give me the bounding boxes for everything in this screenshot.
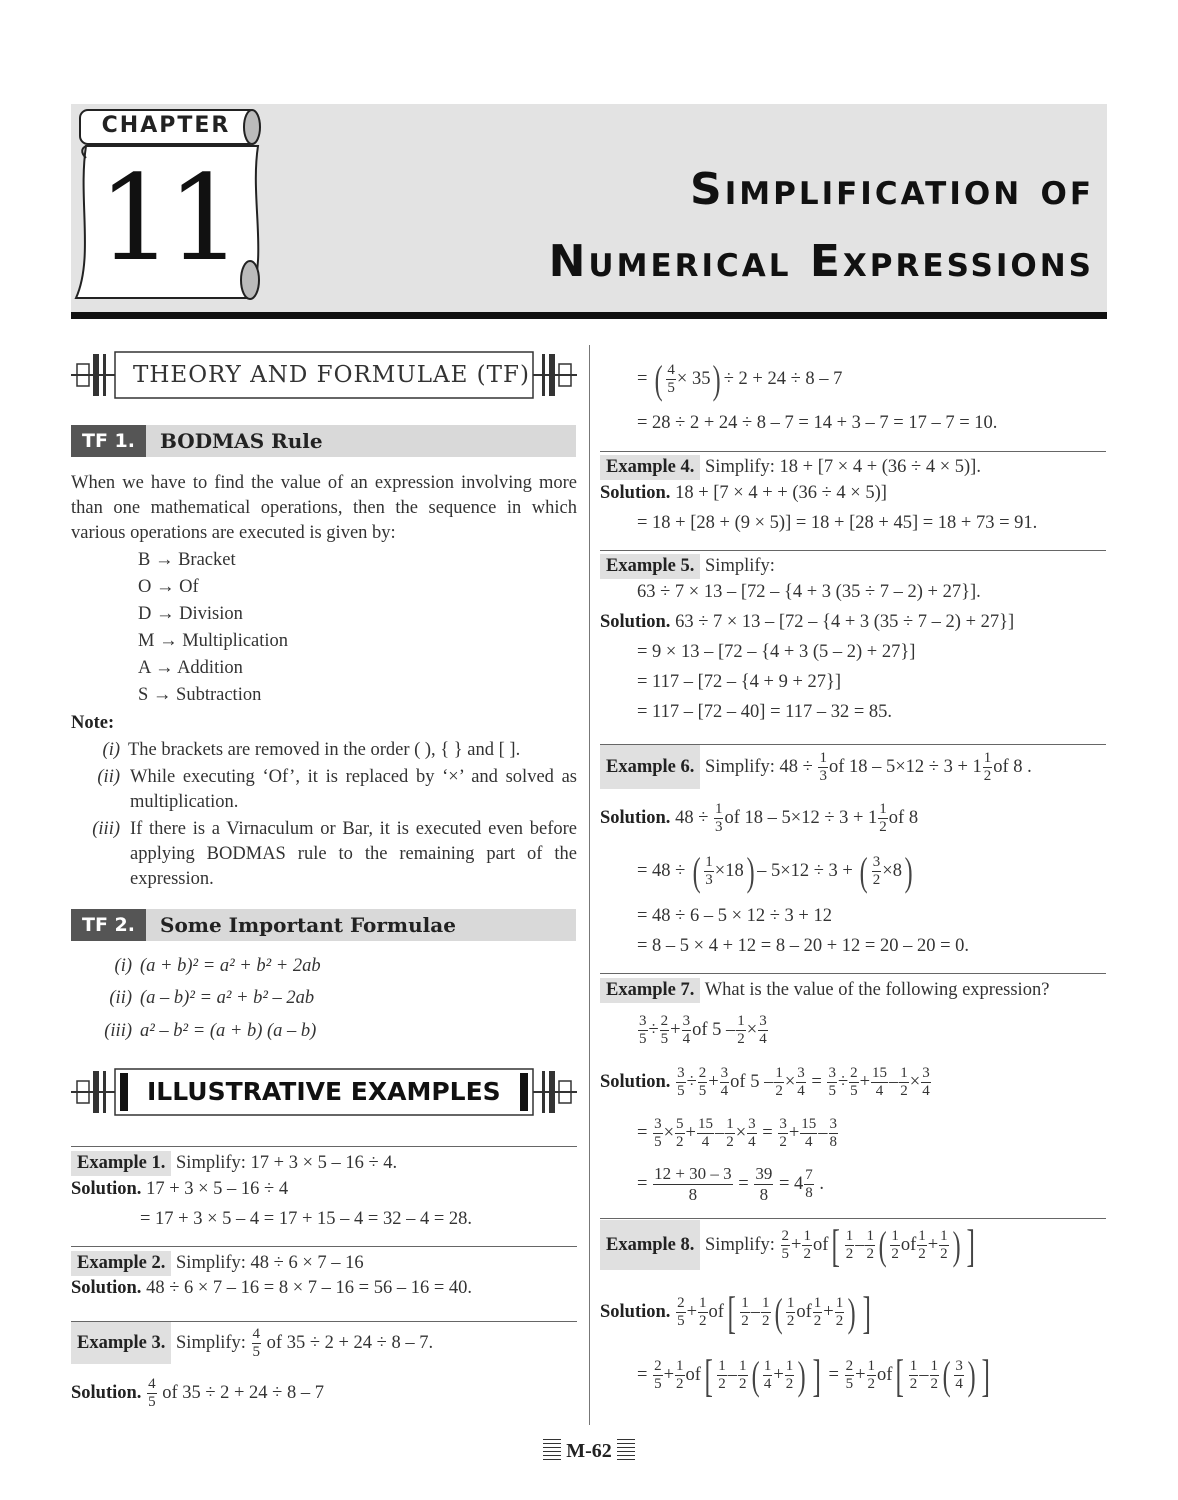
chapter-label: CHAPTER <box>101 113 231 138</box>
example-3-step-2: = 28 ÷ 2 + 24 ÷ 8 – 7 = 14 + 3 – 7 = 17 – 7 = 10. <box>637 413 998 433</box>
example-7-solution: Solution. $\frac{3}{5}$ ÷ $\frac{2}{5}$ + $\frac{3}{4}$ of 5 – $\frac{1}{2}$ × $\frac{3}{4}$ = $\frac{3}{5}$ ÷ $\frac{2}{5}$ + $\frac{15}{4}$ – $\frac{1}{2}$ × $\frac{3}{4}$ <box>600 1065 930 1100</box>
note-2: While executing ‘Of’, it is replaced by ‘×’ and solved as multiplication. <box>130 767 577 812</box>
example-5-expression: 63 ÷ 7 × 13 – [72 – {4 + 3 (35 ÷ 7 – 2) + 27}]. <box>637 582 981 602</box>
rule-s: S → Subtraction <box>138 685 262 705</box>
footer-ornament-right <box>617 1439 635 1463</box>
tf2-number: TF 2. <box>71 909 146 941</box>
tf2-title: Some Important Formulae <box>160 913 456 937</box>
example-1-solution: Solution. 17 + 3 × 5 – 16 ÷ 4 <box>71 1179 289 1199</box>
chapter-title-line-1: Simplification of <box>690 164 1094 215</box>
example-8-question: Example 8. Simplify: $\frac{2}{5}$ + $\frac{1}{2}$ of[ $\frac{1}{2}$ – $\frac{1}{2}$ ( $\frac{1}{2}$ of $\frac{1}{2}$ + $\frac{1}{2}$ ) ] <box>600 1220 978 1270</box>
example-5-step-1: = 9 × 13 – [72 – {4 + 3 (5 – 2) + 27}] <box>637 642 916 662</box>
formula-3: (iii) a² – b² = (a + b) (a – b) <box>104 1021 317 1041</box>
example-5-solution: Solution. 63 ÷ 7 × 13 – [72 – {4 + 3 (35 ÷ 7 – 2) + 27}] <box>600 612 1015 632</box>
example-divider <box>600 973 1106 974</box>
example-6-step-2: = 48 ÷ 6 – 5 × 12 ÷ 3 + 12 <box>637 906 832 926</box>
example-6-step-1: = 48 ÷ ( $\frac{1}{3}$ ×18) – 5×12 ÷ 3 + ( $\frac{3}{2}$ ×8) <box>637 848 913 894</box>
chapter-number: 11 <box>98 149 237 287</box>
example-7-step-2: = $\frac{12 + 30 - 3}{8}$ = $\frac{39}{8}$ = 4 $\frac{7}{8}$ . <box>637 1164 825 1205</box>
note-1: (i) The brackets are removed in the order ( ), { } and [ ]. <box>102 740 521 760</box>
chapter-title-line-2: Numerical Expressions <box>548 236 1094 287</box>
example-divider <box>600 451 1106 452</box>
column-divider <box>589 345 590 1425</box>
example-2-solution: Solution. 48 ÷ 6 × 7 – 16 = 8 × 7 – 16 = 56 – 16 = 40. <box>71 1278 473 1298</box>
example-7-question: Example 7. What is the value of the following expression? <box>600 978 1049 1003</box>
note-label: Note: <box>71 713 115 733</box>
formula-1: (i) (a + b)² = a² + b² + 2ab <box>114 956 321 976</box>
example-8-solution: Solution. $\frac{2}{5}$ + $\frac{1}{2}$ of[ $\frac{1}{2}$ – $\frac{1}{2}$ ( $\frac{1}{2}$ of $\frac{1}{2}$ + $\frac{1}{2}$ ) ] <box>600 1286 871 1338</box>
example-3-step-1: = ( $\frac{4}{5}$ × 35) ÷ 2 + 24 ÷ 8 – 7 <box>637 356 843 402</box>
rule-a: A → Addition <box>138 658 243 678</box>
footer-ornament-left <box>543 1439 561 1463</box>
rule-o: O → Of <box>138 577 199 597</box>
tf2-heading <box>71 909 576 941</box>
example-7-step-1: = $\frac{3}{5}$ × $\frac{5}{2}$ + $\frac{15}{4}$ – $\frac{1}{2}$ × $\frac{3}{4}$ = $\frac{3}{2}$ + $\frac{15}{4}$ – $\frac{3}{8}$ <box>637 1116 837 1151</box>
example-4-question: Example 4. Simplify: 18 + [7 × 4 + (36 ÷ 4 × 5)]. <box>600 455 981 480</box>
example-4-step: = 18 + [28 + (9 × 5)] = 18 + [28 + 45] = 18 + 73 = 91. <box>637 513 1038 533</box>
tf1-heading <box>71 425 576 457</box>
example-divider <box>71 1146 577 1147</box>
example-1-step: = 17 + 3 × 5 – 4 = 17 + 15 – 4 = 32 – 4 = 28. <box>140 1209 473 1229</box>
rule-d: D → Division <box>138 604 243 624</box>
example-3-solution: Solution. $\frac{4}{5}$ of 35 ÷ 2 + 24 ÷ 8 – 7 <box>71 1376 324 1411</box>
page-footer <box>543 1436 635 1466</box>
theory-section-heading <box>71 350 577 400</box>
formula-2: (ii) (a – b)² = a² + b² – 2ab <box>109 988 315 1008</box>
note-3: If there is a Virnaculum or Bar, it is executed even before applying BODMAS rule to the remaining part of the expression. <box>130 819 577 889</box>
example-2-question: Example 2. Simplify: 48 ÷ 6 × 7 – 16 <box>71 1251 364 1276</box>
example-divider <box>71 1246 577 1247</box>
note-3-num: (iii) <box>92 819 120 839</box>
example-5-step-3: = 117 – [72 – 40] = 117 – 32 = 85. <box>637 702 892 722</box>
example-6-question: Example 6. Simplify: 48 ÷ $\frac{1}{3}$ of 18 – 5×12 ÷ 3 + 1 $\frac{1}{2}$ of 8 . <box>600 745 1032 789</box>
note-2-num: (ii) <box>97 767 120 787</box>
example-8-step-1: = $\frac{2}{5}$ + $\frac{1}{2}$ of[ $\frac{1}{2}$ – $\frac{1}{2}$ ( $\frac{1}{4}$ + $\frac{1}{2}$ ) ] = $\frac{2}{5}$ + $\frac{1}{2}$ of[ $\frac{1}{2}$ – $\frac{1}{2}$ ( $\frac{3}{4}$ ) ] <box>637 1349 991 1401</box>
example-7-expression: $\frac{3}{5}$ ÷ $\frac{2}{5}$ + $\frac{3}{4}$ of 5 – $\frac{1}{2}$ × $\frac{3}{4}$ <box>639 1013 767 1048</box>
example-5-question: Example 5. Simplify: <box>600 554 775 579</box>
theory-heading-text: THEORY AND FORMULAE (TF) <box>133 362 530 388</box>
example-5-step-2: = 117 – [72 – {4 + 9 + 27}] <box>637 672 842 692</box>
tf1-title: BODMAS Rule <box>160 429 323 453</box>
illustrative-heading-text: ILLUSTRATIVE EXAMPLES <box>147 1077 501 1106</box>
example-1-question: Example 1. Simplify: 17 + 3 × 5 – 16 ÷ 4. <box>71 1151 397 1176</box>
illustrative-section-heading <box>71 1067 577 1117</box>
rule-b: B → Bracket <box>138 550 236 570</box>
page-number: M-62 <box>566 1440 612 1462</box>
example-divider <box>600 550 1106 551</box>
example-3-question: Example 3. Simplify: $\frac{4}{5}$ of 35 ÷ 2 + 24 ÷ 8 – 7. <box>71 1322 433 1364</box>
tf1-number: TF 1. <box>71 425 146 457</box>
example-4-solution: Solution. 18 + [7 × 4 + + (36 ÷ 4 × 5)] <box>600 483 887 503</box>
example-divider <box>600 1218 1106 1219</box>
example-6-solution: Solution. 48 ÷ $\frac{1}{3}$ of 18 – 5×12 ÷ 3 + 1 $\frac{1}{2}$ of 8 <box>600 801 919 836</box>
tf1-intro: When we have to find the value of an expression involving more than one mathematical operations, then the sequence in which various operations are executed is given by: <box>71 473 577 543</box>
example-6-step-3: = 8 – 5 × 4 + 12 = 8 – 20 + 12 = 20 – 20 = 0. <box>637 936 970 956</box>
banner-rule <box>71 312 1107 319</box>
rule-m: M → Multiplication <box>138 631 289 651</box>
